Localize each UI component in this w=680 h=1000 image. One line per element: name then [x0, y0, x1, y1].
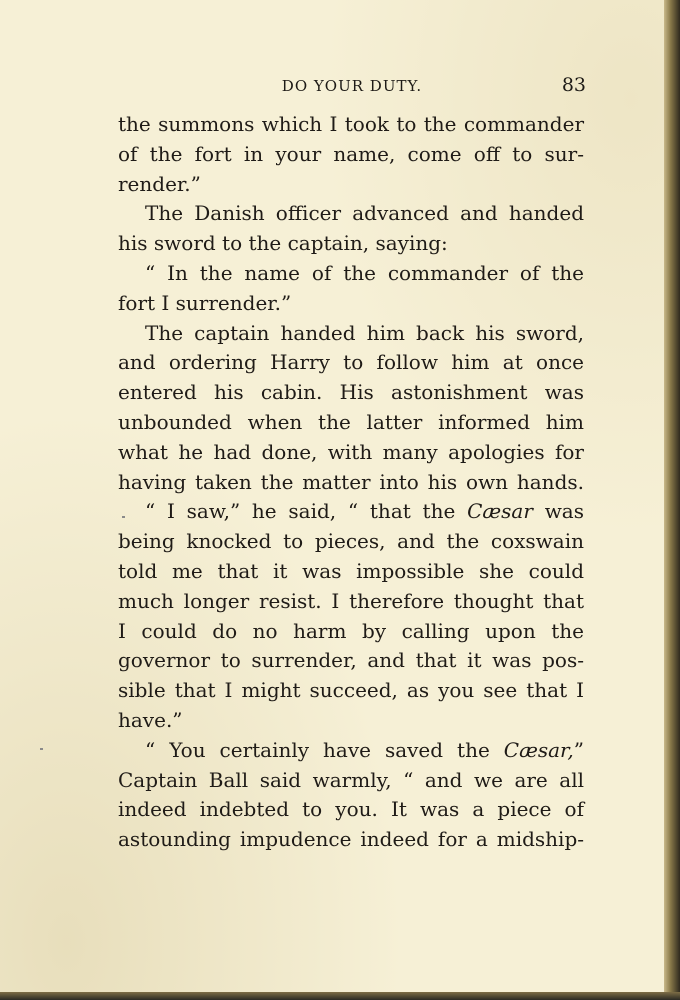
text-line: his sword to the captain, saying: [118, 231, 448, 256]
text-line: the summons which I took to the commander [118, 112, 584, 136]
text-line: what he had done, with many apologies for [118, 439, 584, 464]
text-segment: “ You certainly have saved the [145, 737, 490, 762]
running-head: DO YOUR DUTY. [281, 77, 423, 95]
text-segment: “ I saw,” he said, “ that the [145, 499, 456, 524]
text-line: and ordering Harry to follow him at once [118, 350, 584, 375]
page-number: 83 [561, 74, 586, 96]
text-line: being knocked to pieces, and the coxswain [118, 529, 584, 554]
text-line: astounding impudence indeed for a midship- [118, 827, 584, 852]
text-line [118, 736, 584, 766]
text-segment: ” [573, 737, 585, 762]
page-header [118, 73, 586, 97]
text-line: told me that it was impossible she could [118, 558, 584, 583]
text-line: indeed indebted to you. It was a piece of [118, 797, 584, 822]
text-line: fort I surrender.” [118, 290, 292, 315]
text-line: much longer resist. I therefore thought that [118, 588, 584, 613]
text-line: unbounded when the latter informed him [118, 409, 584, 434]
text-line: The captain handed him back his sword, [145, 320, 584, 345]
text-line: of the fort in your name, come off to sur- [118, 141, 584, 166]
page-edge [664, 0, 680, 1000]
text-line: governor to surrender, and that it was pos- [118, 648, 584, 673]
text-line: render.” [118, 171, 201, 196]
body-text [118, 110, 584, 855]
text-line: The Danish officer advanced and handed [145, 201, 584, 226]
text-line: entered his cabin. His astonishment was [118, 380, 584, 405]
text-line: sible that I might succeed, as you see that I [118, 678, 584, 703]
ship-name: Cæsar [467, 499, 533, 524]
text-line: “ In the name of the commander of the [145, 260, 584, 285]
text-segment: was [544, 499, 584, 524]
ship-name: Cæsar, [503, 737, 574, 762]
text-line [118, 497, 584, 527]
paper-speck [40, 748, 43, 750]
bottom-edge [0, 992, 680, 1000]
text-line: I could do no harm by calling upon the [118, 618, 584, 643]
text-line: having taken the matter into his own hands. [118, 469, 584, 494]
paper-speck [122, 516, 125, 518]
text-line: Captain Ball said warmly, “ and we are all [118, 767, 584, 792]
text-line: have.” [118, 707, 183, 732]
